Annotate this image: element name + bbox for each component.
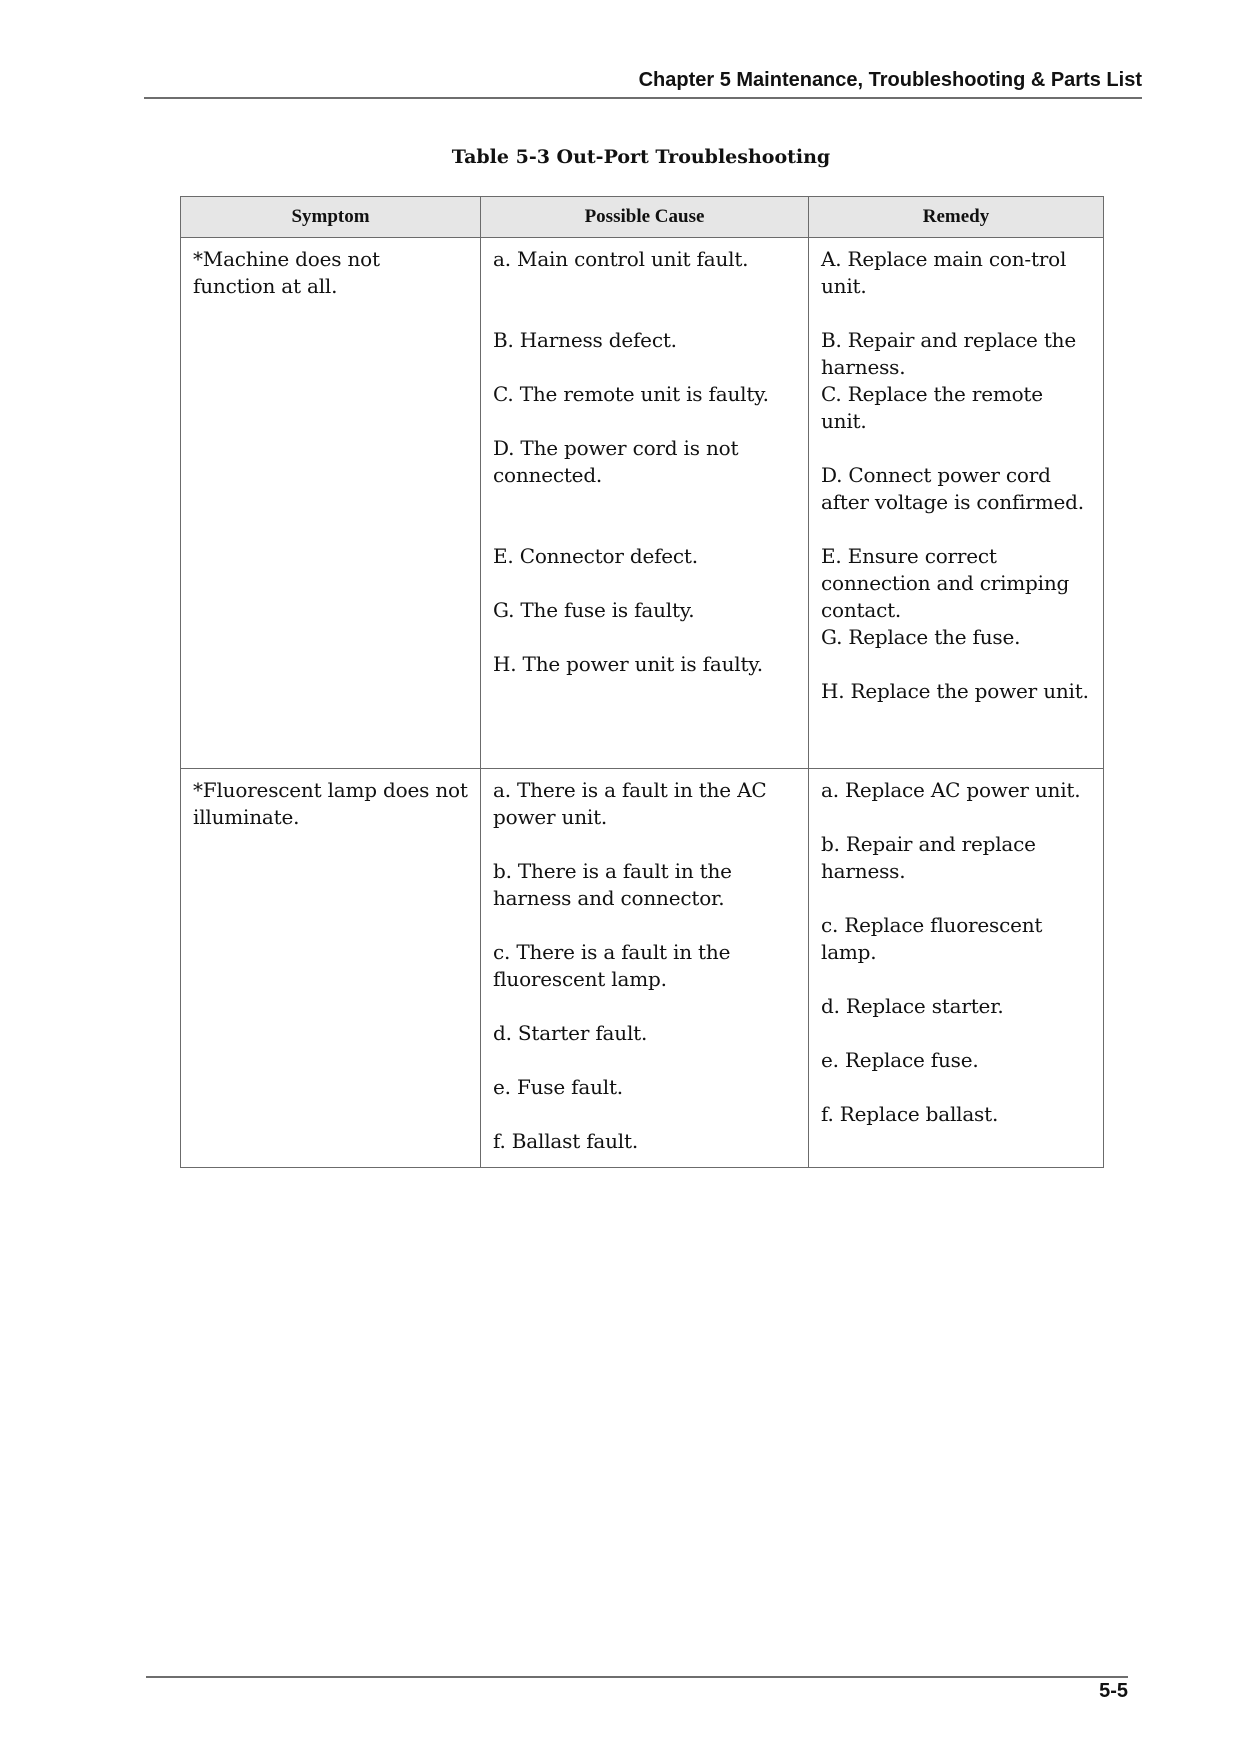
remedy-item: d. Replace starter. <box>821 994 1004 1018</box>
cause-item: f. Ballast fault. <box>493 1129 638 1153</box>
cause-item: E. Connector defect. <box>493 544 698 568</box>
remedy-item: E. Ensure correct connection and crimping contact. <box>821 544 1070 622</box>
remedy-item: A. Replace main con-trol unit. <box>821 247 1067 298</box>
cause-item: H. The power unit is faulty. <box>493 652 763 676</box>
remedy-item: b. Repair and replace harness. <box>821 832 1036 883</box>
troubleshooting-table <box>180 196 1104 1168</box>
cause-item: c. There is a fault in the fluorescent lamp. <box>493 940 731 991</box>
cause-item: a. Main control unit fault. <box>493 247 749 271</box>
cause-item: D. The power cord is not connected. <box>493 436 739 487</box>
remedy-item: e. Replace fuse. <box>821 1048 979 1072</box>
cause-cell <box>481 238 809 769</box>
cause-item: d. Starter fault. <box>493 1021 648 1045</box>
cause-item: G. The fuse is faulty. <box>493 598 695 622</box>
symptom-text: *Machine does not function at all. <box>193 247 380 298</box>
remedy-item: a. Replace AC power unit. <box>821 778 1081 802</box>
remedy-cell <box>809 238 1104 769</box>
remedy-item: B. Repair and replace the harness. <box>821 328 1076 379</box>
symptom-cell <box>181 238 481 769</box>
header-rule <box>144 97 1142 99</box>
remedy-item: f. Replace ballast. <box>821 1102 999 1126</box>
remedy-item: G. Replace the fuse. <box>821 625 1021 649</box>
column-header-remedy: Remedy <box>809 197 1104 238</box>
remedy-item: C. Replace the remote unit. <box>821 382 1043 433</box>
cause-cell <box>481 769 809 1168</box>
table-row <box>181 238 1104 769</box>
table-header-row <box>181 197 1104 238</box>
cause-item: B. Harness defect. <box>493 328 677 352</box>
symptom-cell <box>181 769 481 1168</box>
footer-rule <box>146 1676 1128 1678</box>
table-title: Table 5-3 Out-Port Troubleshooting <box>451 146 831 168</box>
column-header-possible-cause: Possible Cause <box>481 197 809 238</box>
remedy-item: D. Connect power cord after voltage is confirmed. <box>821 463 1084 514</box>
column-header-symptom: Symptom <box>181 197 481 238</box>
remedy-item: c. Replace fluorescent lamp. <box>821 913 1043 964</box>
table-row <box>181 769 1104 1168</box>
remedy-cell <box>809 769 1104 1168</box>
page-number: 5-5 <box>1099 1680 1128 1702</box>
remedy-item: H. Replace the power unit. <box>821 679 1089 703</box>
running-header: Chapter 5 Maintenance, Troubleshooting & Parts List <box>638 69 1142 91</box>
cause-item: e. Fuse fault. <box>493 1075 623 1099</box>
cause-item: b. There is a fault in the harness and connector. <box>493 859 732 910</box>
symptom-text: *Fluorescent lamp does not illuminate. <box>193 778 468 829</box>
cause-item: C. The remote unit is faulty. <box>493 382 769 406</box>
cause-item: a. There is a fault in the AC power unit. <box>493 778 767 829</box>
